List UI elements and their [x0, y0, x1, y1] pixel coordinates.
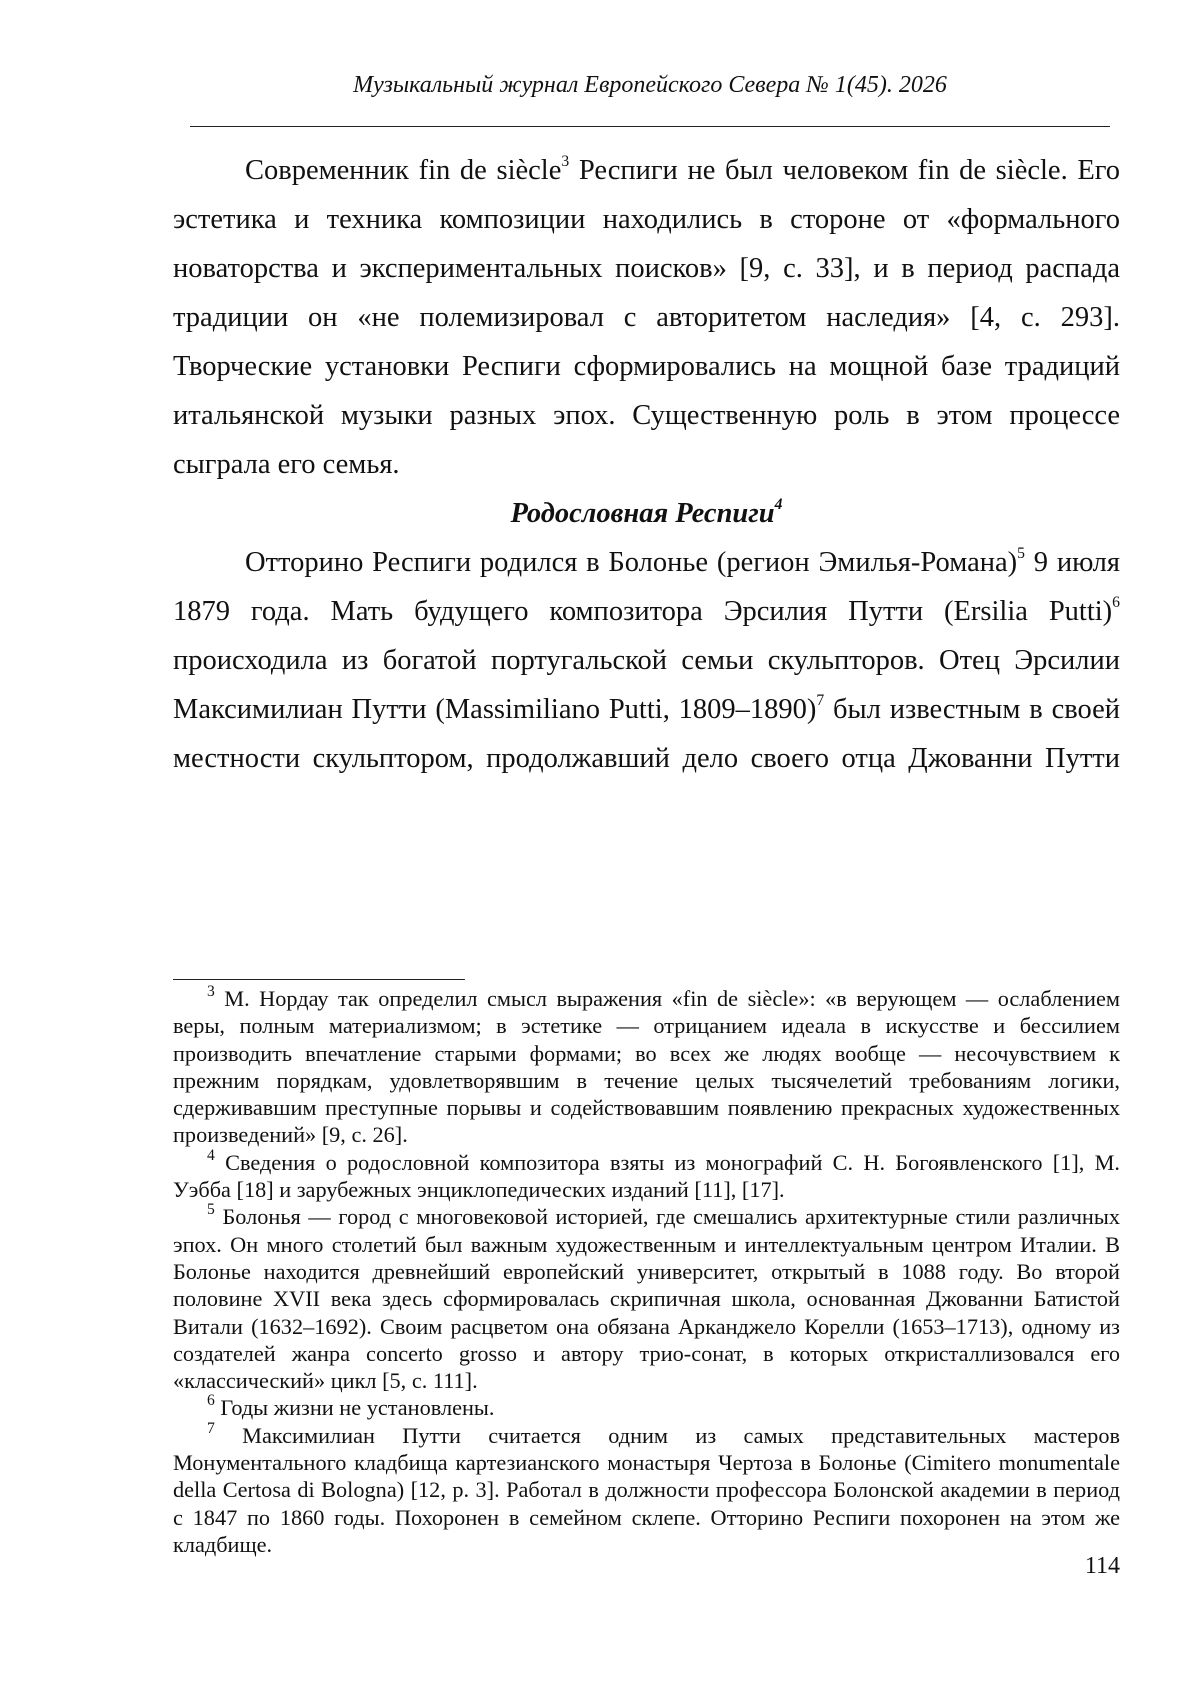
footnote-3	[173, 985, 1120, 1149]
section-heading	[173, 489, 1120, 538]
paragraph-1-text-b: Респиги не был человеком fin de siècle. Его эстетика и техника композиции находились в стороне от «формального новаторства и экспериментальных поисков» [9, с. 33], и в период распада традиции он «не полемизировал с авторитетом наследия» [4, с. 293]. Творческие установки Респиги сформировались на мощной базе традиций итальянской музыки разных эпох. Существенную роль в этом процессе сыграла его семья.	[173, 155, 1120, 480]
footnote-6	[173, 1394, 1120, 1421]
footnote-number: 5	[207, 1201, 215, 1219]
footnote-text: Болонья — город с многовековой историей, где смешались архитектурные стили различных эпох. Он много столетий был важным художественным и интеллектуальным центром Италии. В Болонье находится древнейший европейский университет, открытый в 1088 году. Во второй половине XVII века здесь сформировалась скрипичная школа, основанная Джованни Батистой Витали (1632–1692). Своим расцветом она обязана Арканджело Корелли (1653–1713), одному из создателей жанра concerto grosso и автору трио-сонат, в которых откристаллизовался его «классический» цикл [5, с. 111].	[173, 1204, 1120, 1394]
footnote-ref-7[interactable]: 7	[816, 692, 825, 710]
footnote-number: 4	[207, 1146, 215, 1164]
footnote-text: Максимилиан Путти считается одним из самых представительных мастеров Монументального кладбища картезианского монастыря Чертоза в Болонье (Cimitero monumentale della Certosa di Bologna) [12, p. 3]. Работал в должности профессора Болонской академии в период с 1847 по 1860 годы. Похоронен в семейном склепе. Отторино Респиги похоронен на этом же кладбище.	[173, 1422, 1120, 1557]
paragraph-2-text-d: был известным в своей местности скульптором, продолжавший дело своего отца Джованни Путти	[173, 694, 1120, 774]
section-heading-text: Родословная Респиги	[510, 498, 775, 529]
footnote-ref-5[interactable]: 5	[1017, 545, 1025, 563]
paragraph-2	[173, 538, 1120, 783]
page-number: 114	[1084, 1553, 1120, 1579]
paragraph-1	[173, 146, 1120, 489]
footnote-5	[173, 1203, 1120, 1394]
footnote-separator	[173, 979, 465, 980]
paragraph-2-text-c: происходила из богатой португальской семьи скульпторов. Отец Эрсилии Максимилиан Путти (Massimiliano Putti, 1809–1890)	[173, 645, 1120, 725]
footnote-number: 7	[207, 1419, 215, 1437]
footnote-number: 3	[207, 983, 215, 1001]
footnote-ref-4[interactable]: 4	[774, 496, 783, 514]
footnote-ref-6[interactable]: 6	[1112, 594, 1120, 612]
paragraph-2-text-a: Отторино Респиги родился в Болонье (регион Эмилья-Романа)	[245, 547, 1018, 578]
footnote-4	[173, 1146, 1120, 1204]
footnote-text: М. Нордау так определил смысл выражения «fin de siècle»: «в верующем — ослаблением веры, полным материализмом; в эстетике — отрицанием идеала в искусстве и бессилием производить впечатление старыми формами; во всех же людях вообще — несочувствием к прежним порядкам, удовлетворявшим в течение целых тысячелетий требованиям логики, сдерживавшим преступные порывы и содействовавшим появлению прекрасных художественных произведений» [9, с. 26].	[173, 986, 1120, 1148]
footnote-ref-3[interactable]: 3	[561, 153, 570, 171]
header-rule	[190, 126, 1110, 127]
main-text	[173, 146, 1120, 783]
footnote-number: 6	[207, 1392, 215, 1410]
footnote-text: Сведения о родословной композитора взяты из монографий С. Н. Богоявленского [1], М. Уэбба [18] и зарубежных энциклопедических изданий [11], [17].	[173, 1149, 1120, 1203]
paragraph-2-text-b: 9 июля 1879 года. Мать будущего композитора Эрсилия Путти (Ersilia Putti)	[173, 547, 1121, 627]
journal-header: Музыкальный журнал Европейского Севера № 1(45). 2026	[353, 72, 947, 98]
footnote-text: Годы жизни не установлены.	[214, 1395, 495, 1421]
paragraph-1-text-a: Современник fin de siècle	[245, 155, 562, 186]
footnote-7	[173, 1419, 1120, 1558]
footnotes	[173, 985, 1120, 1558]
